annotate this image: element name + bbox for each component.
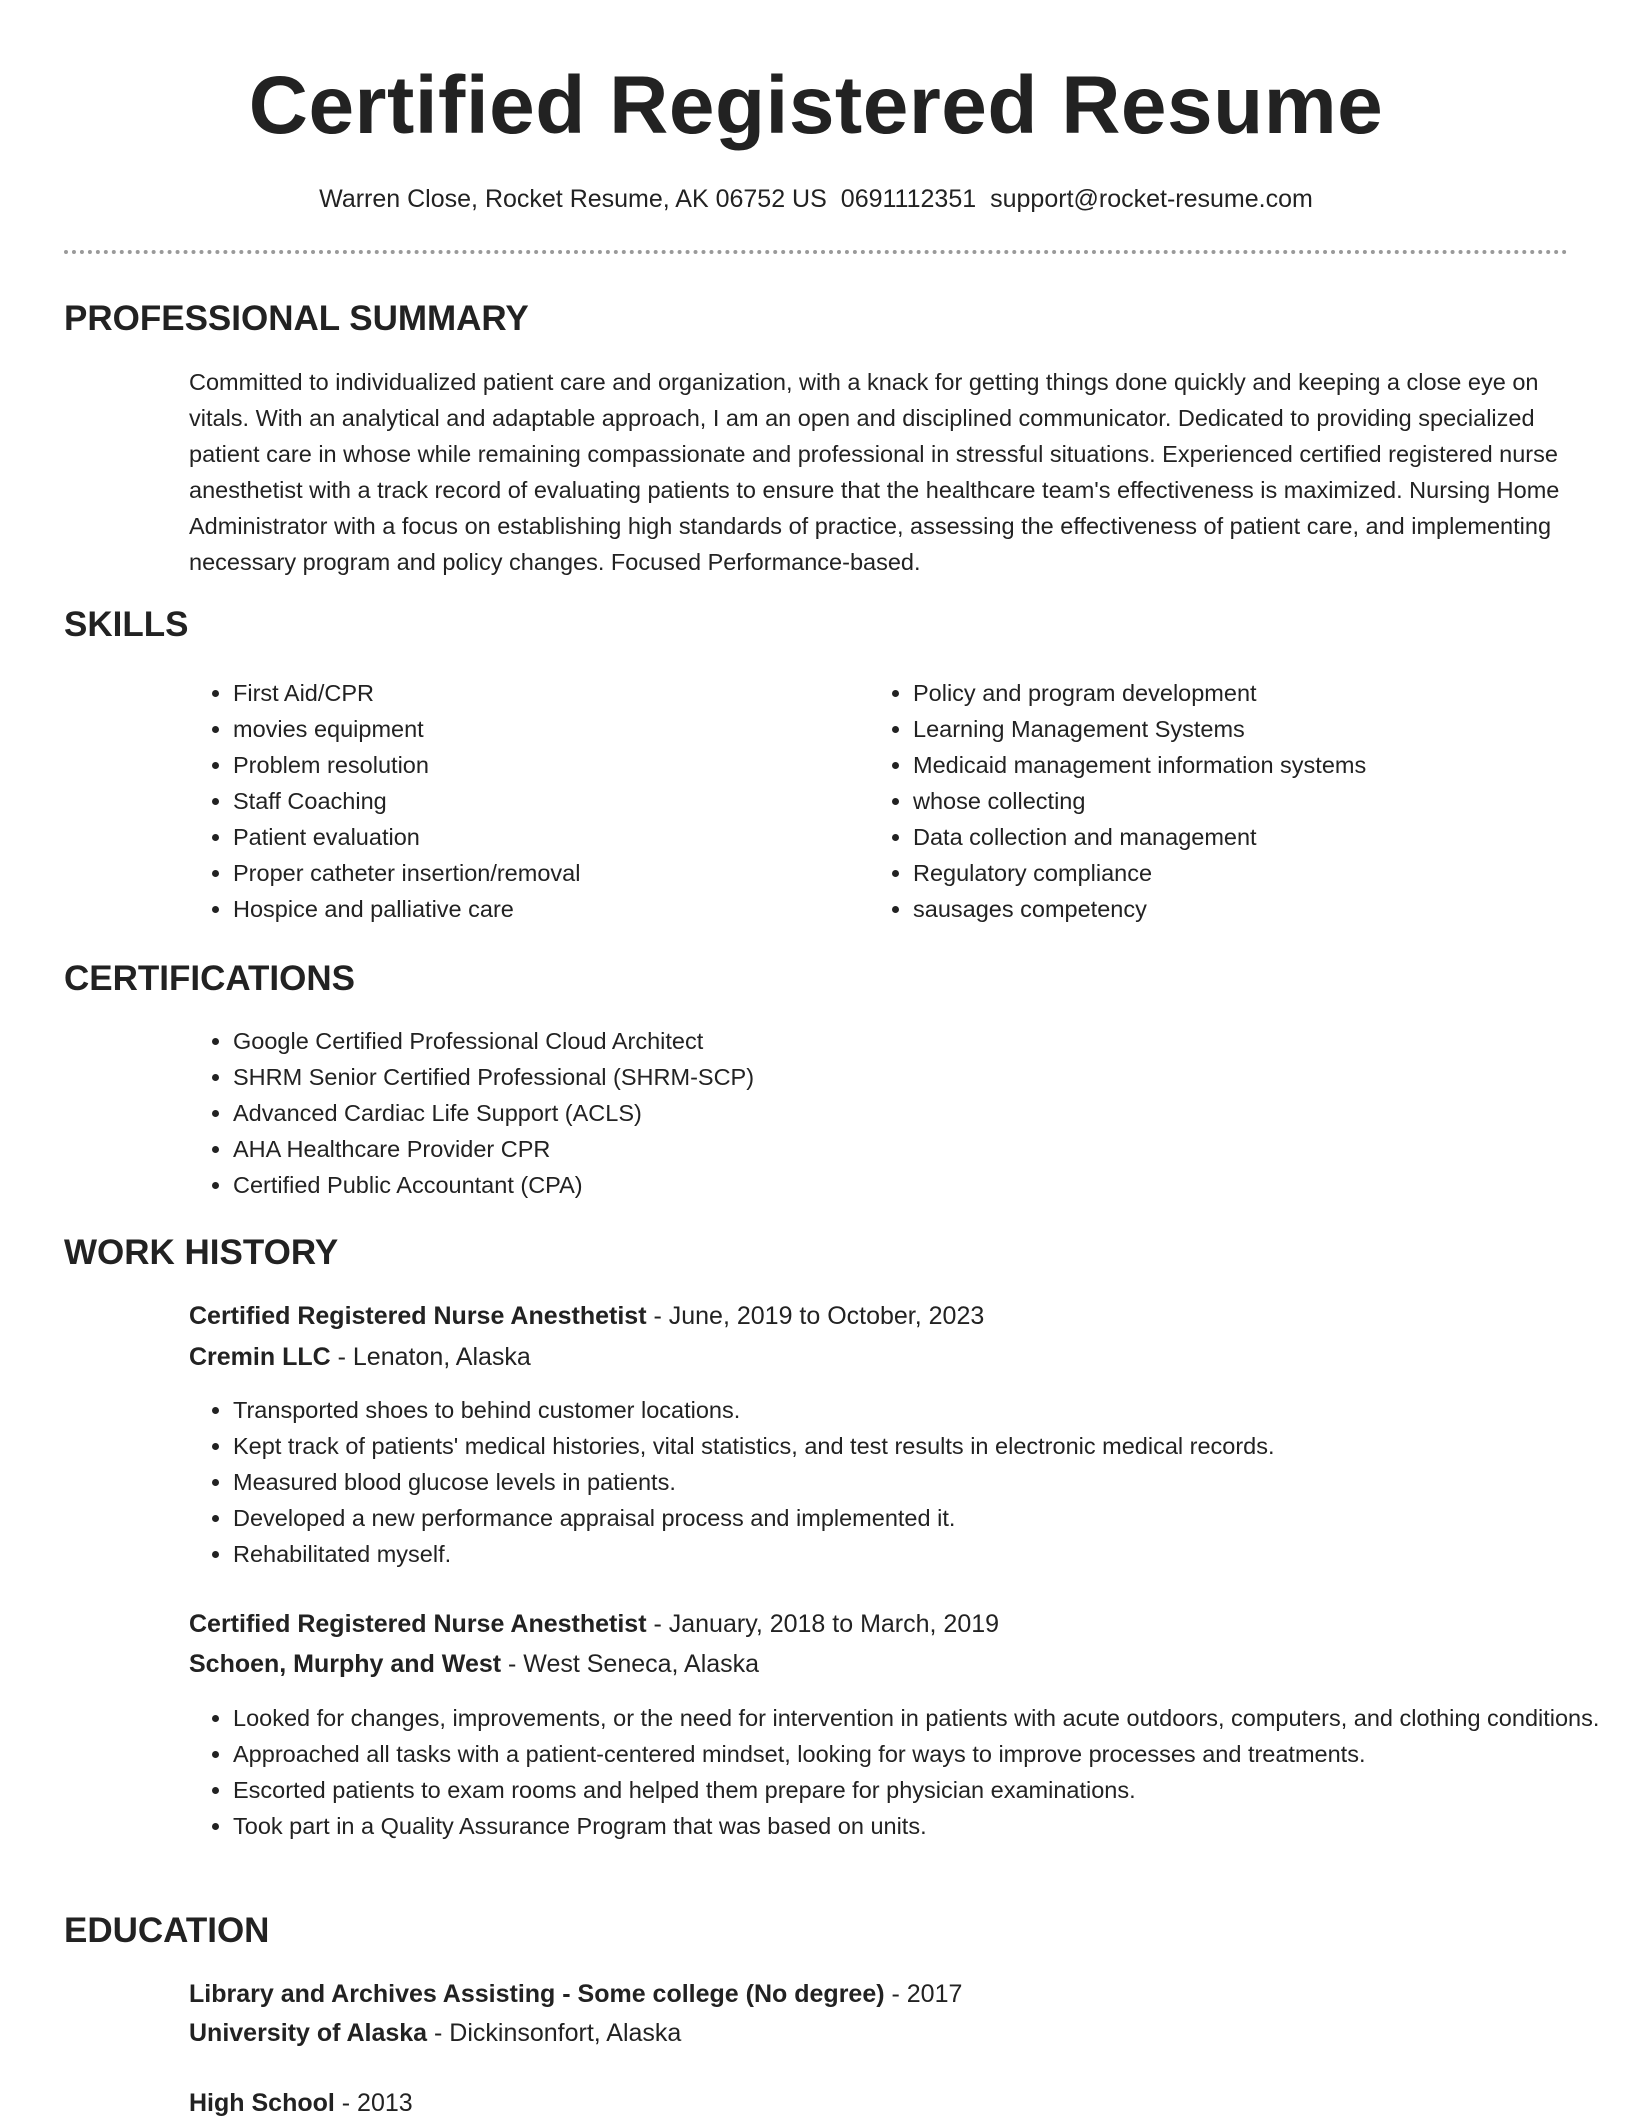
education-location: - Dickinsonfort, Alaska [427, 2019, 682, 2047]
list-item: • Regulatory compliance [913, 855, 1573, 891]
job-location: - West Seneca, Alaska [501, 1650, 760, 1678]
list-item: • Looked for changes, improvements, or the need for intervention in patients with acute outdoors, computers, and clothing conditions. [233, 1700, 1613, 1736]
list-item: • sausages competency [913, 891, 1573, 927]
job-title: Certified Registered Nurse Anesthetist [189, 1302, 647, 1330]
job-company: Schoen, Murphy and West [189, 1650, 502, 1678]
skills-list-right [869, 675, 1573, 927]
job-bullets [189, 1392, 1613, 1572]
contact-email: support@rocket-resume.com [990, 185, 1313, 213]
job-title-line [189, 1606, 999, 1642]
list-item: • Medicaid management information systems [913, 747, 1573, 783]
summary-text: Committed to individualized patient care and organization, with a knack for getting things done quickly and keeping a close eye on vitals. With an analytical and adaptable approach, I am an open and disciplined communicator. Dedicated to providing specialized patient care in whose while remaining compassionate and professional in stressful situations. Experienced certified registered nurse anesthetist with a track record of evaluating patients to ensure that the healthcare team's effectiveness is maximized. Nursing Home Administrator with a focus on establishing high standards of practice, assessing the effectiveness of patient care, and implementing necessary program and policy changes. Focused Performance-based. [189, 369, 1560, 575]
list-item: • SHRM Senior Certified Professional (SHRM-SCP) [233, 1059, 1533, 1095]
list-item: • Took part in a Quality Assurance Program that was based on units. [233, 1808, 1613, 1844]
list-item: • Problem resolution [233, 747, 813, 783]
skills-heading: SKILLS [64, 605, 189, 644]
education-year: - 2017 [884, 1980, 963, 2008]
list-item: • Patient evaluation [233, 819, 813, 855]
list-item: • Approached all tasks with a patient-centered mindset, looking for ways to improve processes and treatments. [233, 1736, 1613, 1772]
job-dates: - January, 2018 to March, 2019 [646, 1610, 1000, 1638]
work-heading: WORK HISTORY [64, 1233, 339, 1272]
list-item: • Data collection and management [913, 819, 1573, 855]
resume-title: Certified Registered Resume [248, 60, 1384, 151]
certifications-heading: CERTIFICATIONS [64, 959, 356, 998]
list-item: • Proper catheter insertion/removal [233, 855, 813, 891]
job-bullets [189, 1700, 1613, 1844]
list-item: • Advanced Cardiac Life Support (ACLS) [233, 1095, 1533, 1131]
job-company-line [189, 1646, 759, 1682]
summary-heading: PROFESSIONAL SUMMARY [64, 299, 529, 338]
skills-list-left [189, 675, 813, 927]
education-degree-line [189, 1976, 962, 2012]
list-item: • Staff Coaching [233, 783, 813, 819]
job-title: Certified Registered Nurse Anesthetist [189, 1610, 647, 1638]
certifications-list [189, 1023, 1533, 1203]
list-item: • Policy and program development [913, 675, 1573, 711]
list-item: • Google Certified Professional Cloud Architect [233, 1023, 1533, 1059]
list-item: • movies equipment [233, 711, 813, 747]
list-item: • whose collecting [913, 783, 1573, 819]
list-item: • Hospice and palliative care [233, 891, 813, 927]
education-school-line [189, 2015, 681, 2051]
contact-line [0, 182, 1632, 216]
list-item: • Certified Public Accountant (CPA) [233, 1167, 1533, 1203]
job-company: Cremin LLC [189, 1343, 331, 1371]
job-title-line [189, 1298, 984, 1334]
list-item: • Rehabilitated myself. [233, 1536, 1613, 1572]
job-company-line [189, 1339, 531, 1375]
education-degree: Library and Archives Assisting - Some college (No degree) [189, 1980, 885, 2008]
list-item: • Transported shoes to behind customer locations. [233, 1392, 1613, 1428]
list-item: • First Aid/CPR [233, 675, 813, 711]
education-degree: High School [189, 2089, 335, 2117]
list-item: • Learning Management Systems [913, 711, 1573, 747]
list-item: • Measured blood glucose levels in patients. [233, 1464, 1613, 1500]
job-dates: - June, 2019 to October, 2023 [646, 1302, 985, 1330]
list-item: • AHA Healthcare Provider CPR [233, 1131, 1533, 1167]
education-school: University of Alaska [189, 2019, 428, 2047]
education-year: - 2013 [334, 2089, 413, 2117]
education-degree-line [189, 2085, 413, 2121]
list-item: • Escorted patients to exam rooms and helped them prepare for physician examinations. [233, 1772, 1613, 1808]
contact-phone: 0691112351 [840, 185, 977, 213]
list-item: • Kept track of patients' medical histories, vital statistics, and test results in electronic medical records. [233, 1428, 1613, 1464]
job-location: - Lenaton, Alaska [330, 1343, 531, 1371]
header-divider [64, 250, 1568, 254]
education-heading: EDUCATION [64, 1911, 270, 1950]
list-item: • Developed a new performance appraisal process and implemented it. [233, 1500, 1613, 1536]
contact-address: Warren Close, Rocket Resume, AK 06752 US [319, 185, 827, 213]
